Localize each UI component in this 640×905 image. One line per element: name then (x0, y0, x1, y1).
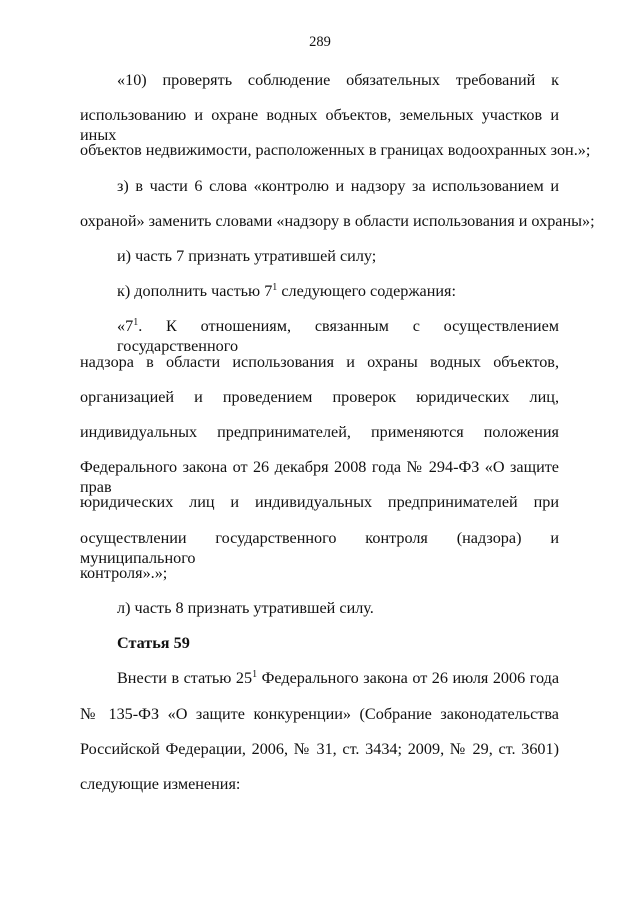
article-heading: Статья 59 (117, 634, 190, 652)
text-line: юридических лиц и индивидуальных предпринимателей при (80, 493, 559, 511)
text-line: з) в части 6 слова «контролю и надзору за использованием и (117, 177, 559, 195)
text-line: организацией и проведением проверок юридических лиц, (80, 388, 559, 406)
text-line: следующие изменения: (80, 775, 241, 793)
text-line: Российской Федерации, 2006, № 31, ст. 3434; 2009, № 29, ст. 3601) (80, 740, 559, 758)
text-line: объектов недвижимости, расположенных в границах водоохранных зон.»; (80, 141, 591, 159)
text-line: «$7^1$. К отношениям, связанным с осуществлением государственного (117, 317, 559, 355)
superscript: 1 (133, 317, 139, 328)
text-line: Внести в статью $25^1$ Федерального закона от 26 июля 2006 года (117, 669, 560, 687)
text-line: осуществлении государственного контроля (надзора) и муниципального (80, 529, 559, 567)
text-line: «10) проверять соблюдение обязательных требований к (117, 71, 559, 89)
text-line: индивидуальных предпринимателей, применяются положения (80, 423, 559, 441)
text-line: л) часть 8 признать утратившей силу. (117, 599, 374, 617)
text-line: к) дополнить частью $7^1$ следующего содержания: (117, 282, 456, 300)
text-line: охраной» заменить словами «надзору в области использования и охраны»; (80, 212, 595, 230)
superscript: 1 (272, 282, 278, 293)
page-number: 289 (309, 34, 331, 50)
text-line: Федерального закона от 26 декабря 2008 года № 294-ФЗ «О защите прав (80, 458, 559, 496)
text-line: и) часть 7 признать утратившей силу; (117, 247, 377, 265)
text-line: использованию и охране водных объектов, земельных участков и иных (80, 106, 559, 144)
superscript: 1 (252, 669, 258, 680)
text-line: надзора в области использования и охраны водных объектов, (80, 353, 559, 371)
text-line: № 135-ФЗ «О защите конкуренции» (Собрание законодательства (80, 705, 559, 723)
text-line: контроля».»; (80, 564, 168, 582)
